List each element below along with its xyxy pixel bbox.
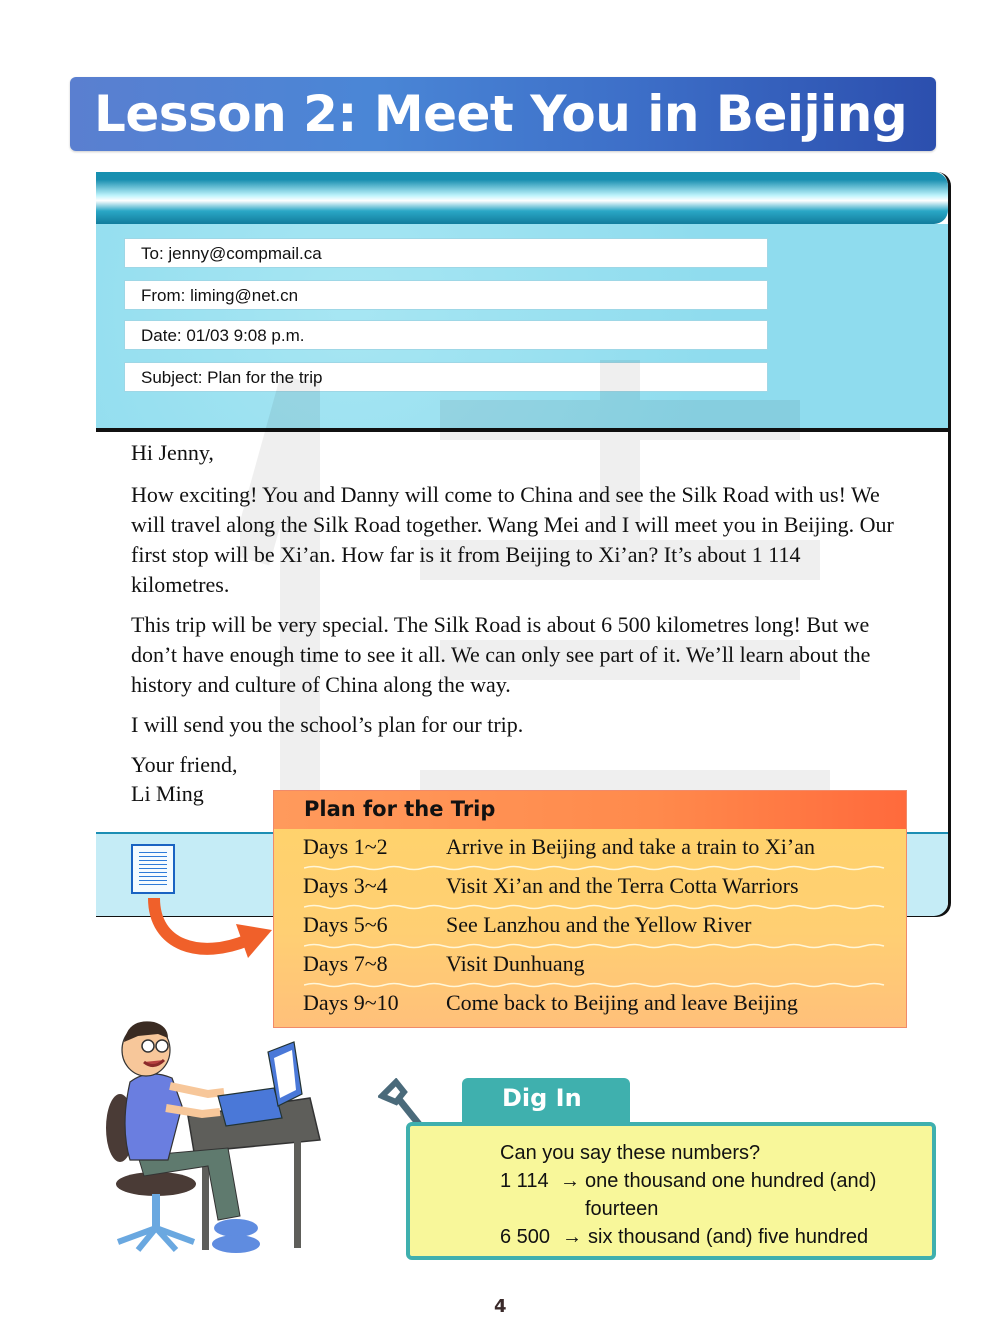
dig-in-question: Can you say these numbers? xyxy=(500,1142,761,1164)
arrow-icon: → xyxy=(560,1170,580,1192)
plan-days: Days 9~10 xyxy=(303,990,399,1015)
email-closing: Your friend, xyxy=(131,752,238,777)
page-number: 4 xyxy=(494,1296,507,1317)
trip-plan-header xyxy=(274,791,906,829)
plan-days: Days 7~8 xyxy=(303,951,388,976)
wave-divider xyxy=(304,943,894,949)
lesson-title-bar xyxy=(70,77,936,151)
plan-activity: See Lanzhou and the Yellow River xyxy=(446,912,752,937)
dig-in-number: 6 500 xyxy=(500,1226,551,1248)
plan-days: Days 1~2 xyxy=(303,834,388,859)
email-subject-field: Subject: Plan for the trip xyxy=(124,362,768,392)
plan-days: Days 5~6 xyxy=(303,912,388,937)
email-to-field: To: jenny@compmail.ca xyxy=(124,238,768,268)
trip-plan-card xyxy=(273,790,907,1028)
curved-arrow-icon xyxy=(140,896,280,966)
plan-days: Days 3~4 xyxy=(303,873,388,898)
dig-in-title: Dig In xyxy=(502,1084,582,1112)
email-window-top-bar xyxy=(96,172,948,224)
trip-plan-title: Plan for the Trip xyxy=(304,797,496,821)
document-icon[interactable] xyxy=(131,844,175,894)
email-paragraph: How exciting! You and Danny will come to China and see the Silk Road with us! We will travel along the Silk Road together. Wang Mei and I will meet you in Beijing. Our first stop will be Xi’an. How far is it from Beijing to Xi’an? It’s about 1 114 kilometres. xyxy=(131,482,894,597)
email-greeting: Hi Jenny, xyxy=(131,440,214,465)
plan-activity: Visit Xi’an and the Terra Cotta Warriors xyxy=(446,873,799,898)
dig-in-words-continued: fourteen xyxy=(585,1198,659,1220)
boy-at-laptop-illustration xyxy=(98,1016,328,1256)
wave-divider xyxy=(304,982,894,988)
email-body xyxy=(131,438,901,808)
dig-in-number: 1 114 xyxy=(500,1170,549,1192)
plan-activity: Come back to Beijing and leave Beijing xyxy=(446,990,798,1015)
email-paragraph: This trip will be very special. The Silk Road is about 6 500 kilometres long! But we don’t have enough time to see it all. We can only see part of it. We’ll learn about the history and culture of China along the way. xyxy=(131,612,871,697)
dig-in-tab xyxy=(462,1078,630,1124)
email-from-field: From: liming@net.cn xyxy=(124,280,768,310)
plan-activity: Arrive in Beijing and take a train to Xi’an xyxy=(446,834,815,859)
arrow-icon: → xyxy=(562,1226,582,1248)
email-date-field: Date: 01/03 9:08 p.m. xyxy=(124,320,768,350)
dig-in-words: six thousand (and) five hundred xyxy=(588,1226,869,1248)
wave-divider xyxy=(304,865,894,871)
wave-divider xyxy=(304,904,894,910)
dig-in-words: one thousand one hundred (and) xyxy=(585,1170,877,1192)
dig-in-box xyxy=(406,1122,936,1260)
email-paragraph: I will send you the school’s plan for our trip. xyxy=(131,712,524,737)
email-signature: Li Ming xyxy=(131,781,204,806)
lesson-title: Lesson 2: Meet You in Beijing xyxy=(94,85,908,143)
plan-activity: Visit Dunhuang xyxy=(446,951,585,976)
plan-row xyxy=(274,987,906,1026)
